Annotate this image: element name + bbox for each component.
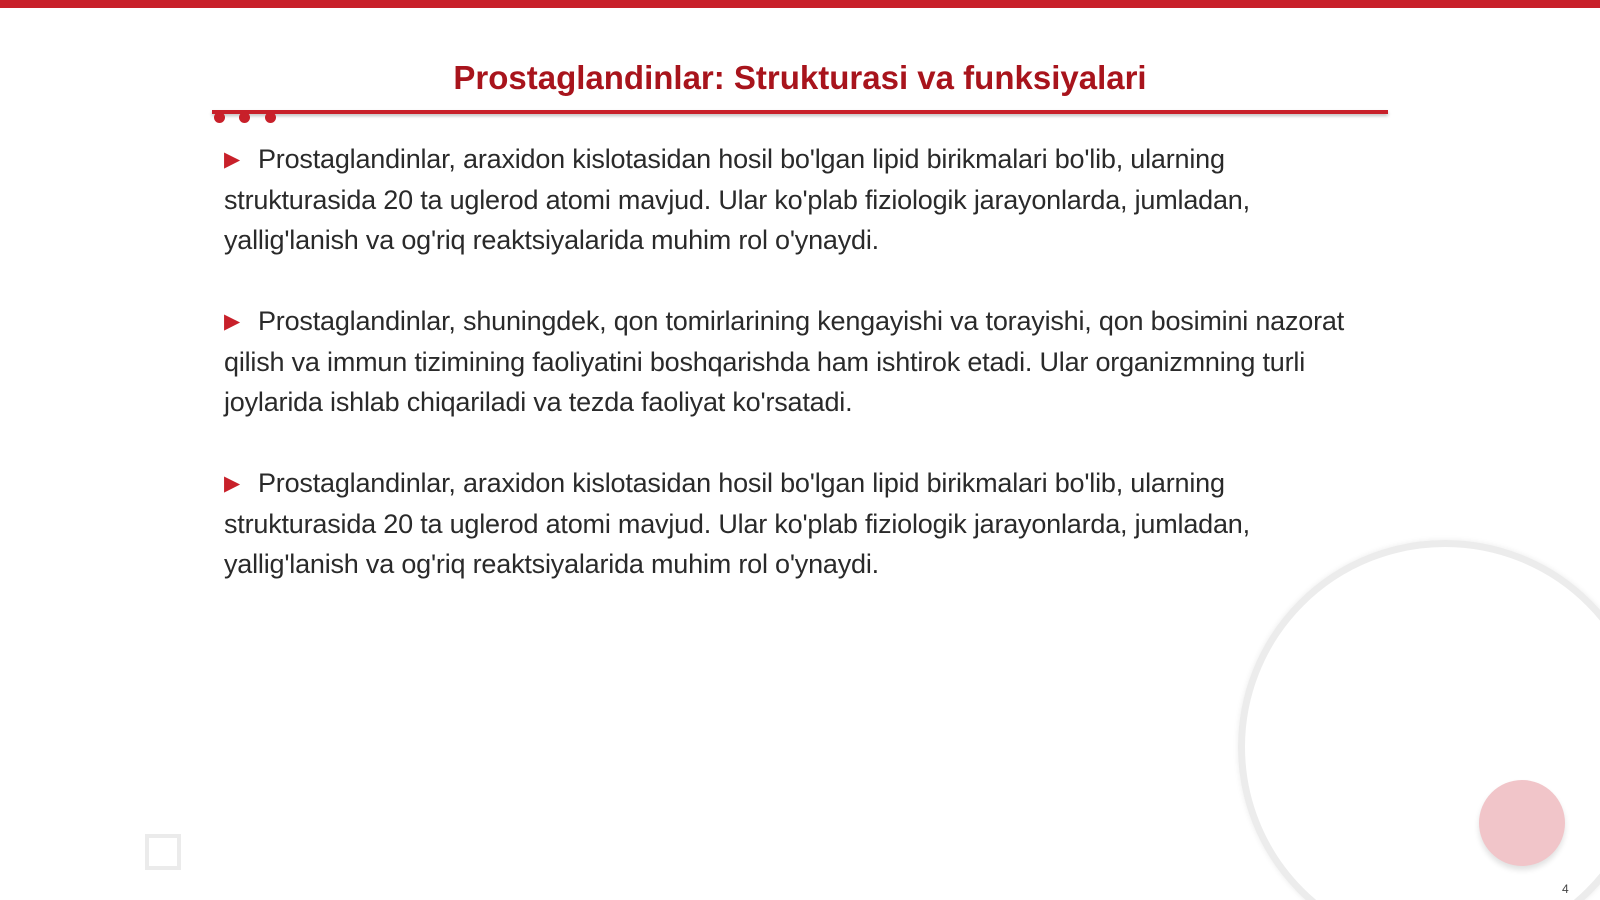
triangle-right-icon: ▶ [224,148,240,171]
triangle-right-icon: ▶ [224,472,240,495]
decorative-dot [265,112,276,123]
bullet-paragraph-3 [224,463,1364,584]
page-number: 4 [1562,882,1569,896]
decorative-dot [239,112,250,123]
paragraph-text: Prostaglandinlar, araxidon kislotasidan hosil bo'lgan lipid birikmalari bo'lib, ularning strukturasida 20 ta uglerod atomi mavjud. Ular ko'plab fiziologik jarayonlarda, jumladan, yallig'lanish va og'riq reaktsiyalarida muhim rol o'ynaydi. [224,468,1250,579]
slide-title: Prostaglandinlar: Strukturasi va funksiyalari [453,59,1147,96]
bullet-paragraph-1 [224,139,1364,260]
slide-content [224,139,1364,625]
decorative-square [145,834,181,870]
decorative-pink-circle [1479,780,1565,866]
bullet-paragraph-2 [224,301,1364,422]
decorative-dot [214,112,225,123]
top-accent-bar [0,0,1600,8]
triangle-right-icon: ▶ [224,310,240,333]
title-underline [212,110,1388,114]
paragraph-text: Prostaglandinlar, shuningdek, qon tomirlarining kengayishi va torayishi, qon bosimini nazorat qilish va immun tizimining faoliyatini boshqarishda ham ishtirok etadi. Ular organizmning turli joylarida ishlab chiqariladi va tezda faoliyat ko'rsatadi. [224,306,1345,417]
paragraph-text: Prostaglandinlar, araxidon kislotasidan hosil bo'lgan lipid birikmalari bo'lib, ularning strukturasida 20 ta uglerod atomi mavjud. Ular ko'plab fiziologik jarayonlarda, jumladan, yallig'lanish va og'riq reaktsiyalarida muhim rol o'ynaydi. [224,144,1250,255]
